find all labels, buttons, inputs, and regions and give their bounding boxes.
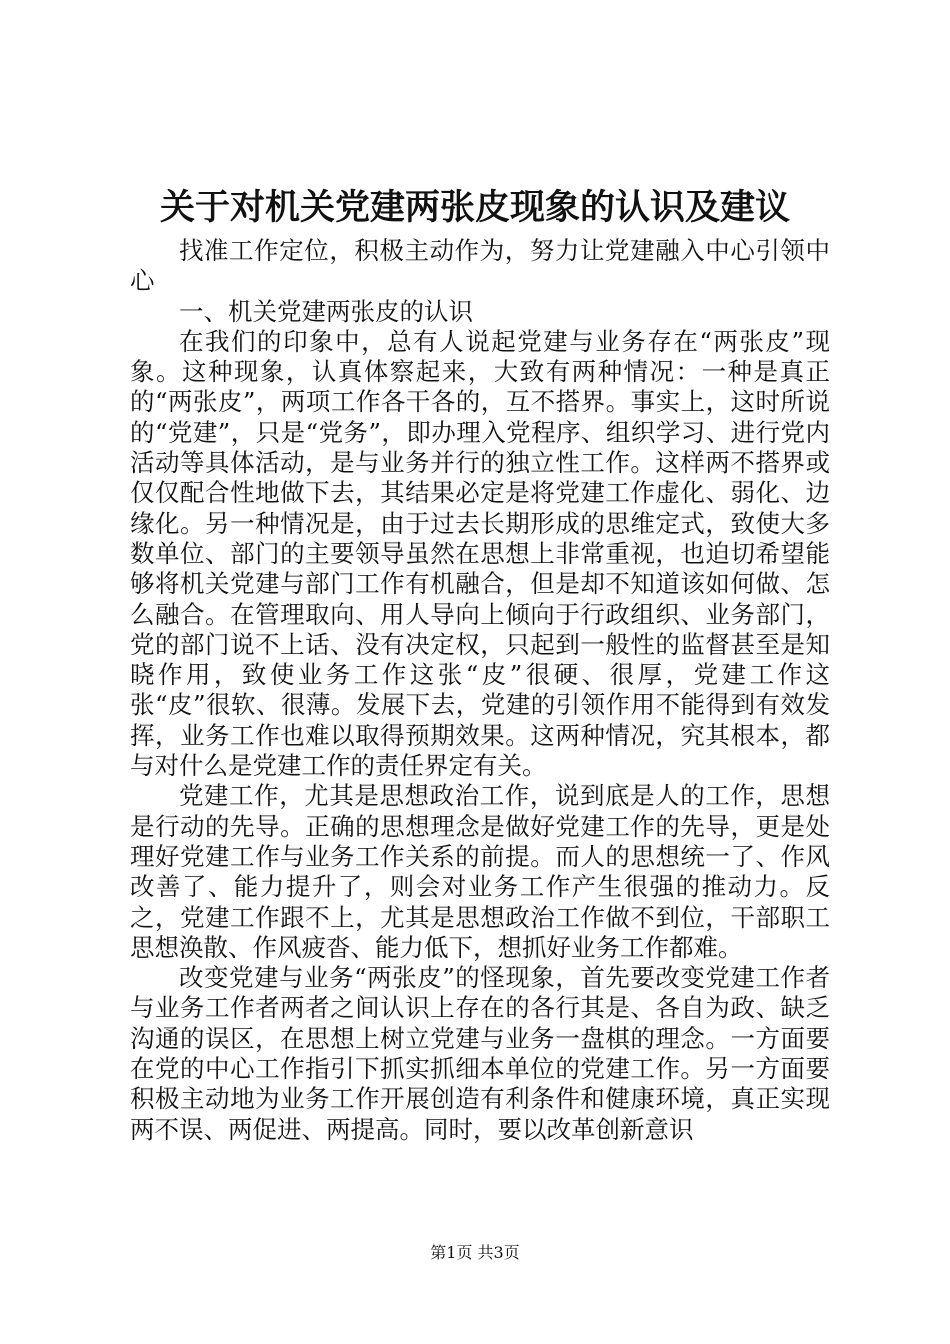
section-heading: 一、机关党建两张皮的认识 [179,296,473,326]
page-footer: 第1页 共3页 [430,1243,520,1262]
document-title: 关于对机关党建两张皮现象的认识及建议 [159,187,790,228]
paragraph: 党建工作，尤其是思想政治工作，说到底是人的工作，思想是行动的先导。正确的思想理念是做好党建工作的先导，更是处理好党建工作与业务工作关系的前提。而人的思想统一了、作风改善了、能力提升了，则会对业务工作产生很强的推动力。反之，党建工作跟不上，尤其是思想政治工作做不到位，干部职工思想涣散、作风疲沓、能力低下，想抓好业务工作都难。 [130,781,830,962]
paragraph: 在我们的印象中，总有人说起党建与业务存在“两张皮”现象。这种现象，认真体察起来，大致有两种情况：一种是真正的“两张皮”，两项工作各干各的，互不搭界。事实上，这时所说的“党建”，只是“党务”，即办理入党程序、组织学习、进行党内活动等具体活动，是与业务并行的独立性工作。这样两不搭界或仅仅配合性地做下去，其结果必定是将党建工作虚化、弱化、边缘化。另一种情况是，由于过去长期形成的思维定式，致使大多数单位、部门的主要领导虽然在思想上非常重视，也迫切希望能够将机关党建与部门工作有机融合，但是却不知道该如何做、怎么融合。在管理取向、用人导向上倾向于行政组织、业务部门，党的部门说不上话、没有决定权，只起到一般性的监督甚至是知晓作用，致使业务工作这张“皮”很硬、很厚，党建工作这张“皮”很软、很薄。发展下去，党建的引领作用不能得到有效发挥，业务工作也难以取得预期效果。这两种情况，究其根本，都与对什么是党建工作的责任界定有关。 [130,326,830,781]
document-body [130,236,830,1145]
paragraph: 改变党建与业务“两张皮”的怪现象，首先要改变党建工作者与业务工作者两者之间认识上存在的各行其是、各自为政、缺乏沟通的误区，在思想上树立党建与业务一盘棋的理念。一方面要在党的中心工作指引下抓实抓细本单位的党建工作。另一方面要积极主动地为业务工作开展创造有利条件和健康环境，真正实现两不误、两促进、两提高。同时，要以改革创新意识 [130,963,830,1144]
paragraph-subtitle: 找准工作定位，积极主动作为，努力让党建融入中心引领中心 [130,236,830,296]
